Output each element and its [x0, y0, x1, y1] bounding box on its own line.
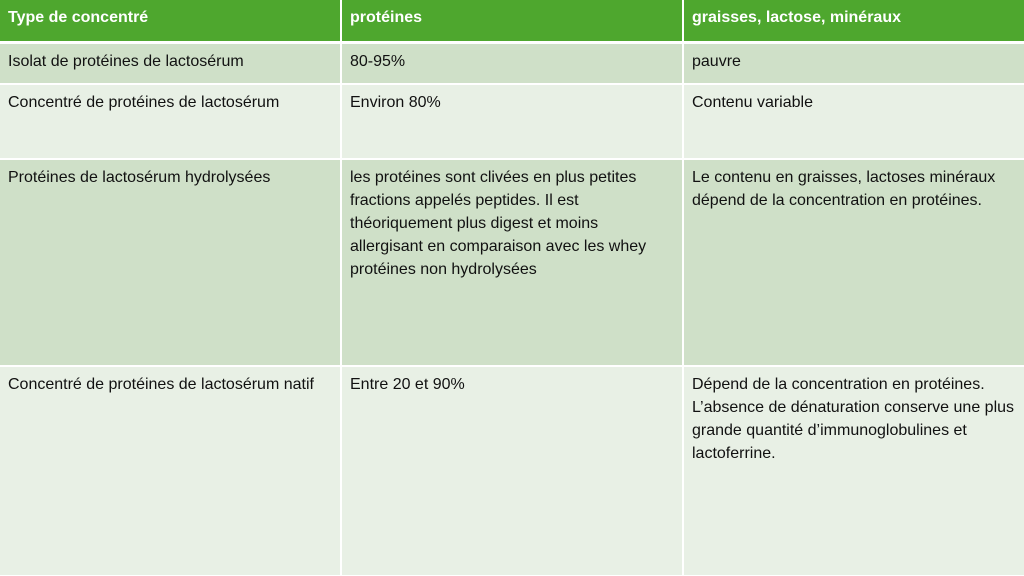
cell-proteines: Environ 80% [341, 84, 683, 159]
cell-type: Concentré de protéines de lactosérum [0, 84, 341, 159]
cell-graisses: Contenu variable [683, 84, 1024, 159]
cell-graisses: Le contenu en graisses, lactoses minéraux dépend de la concentration en protéines. [683, 159, 1024, 366]
header-type-de-concentre: Type de concentré [0, 0, 341, 42]
cell-type: Concentré de protéines de lactosérum natif [0, 366, 341, 576]
cell-graisses: pauvre [683, 42, 1024, 84]
table-row [0, 84, 1024, 159]
cell-type: Protéines de lactosérum hydrolysées [0, 159, 341, 366]
cell-proteines: Entre 20 et 90% [341, 366, 683, 576]
table-row [0, 159, 1024, 366]
table-header-row [0, 0, 1024, 42]
cell-proteines: 80-95% [341, 42, 683, 84]
table-row [0, 366, 1024, 576]
table-row [0, 42, 1024, 84]
cell-graisses: Dépend de la concentration en protéines. L’absence de dénaturation conserve une plus grande quantité d’immunoglobulines et lactoferrine. [683, 366, 1024, 576]
header-graisses-lactose-mineraux: graisses, lactose, minéraux [683, 0, 1024, 42]
cell-proteines: les protéines sont clivées en plus petites fractions appelés peptides. Il est théoriquement plus digest et moins allergisant en comparaison avec les whey protéines non hydrolysées [341, 159, 683, 366]
header-proteines: protéines [341, 0, 683, 42]
cell-type: Isolat de protéines de lactosérum [0, 42, 341, 84]
